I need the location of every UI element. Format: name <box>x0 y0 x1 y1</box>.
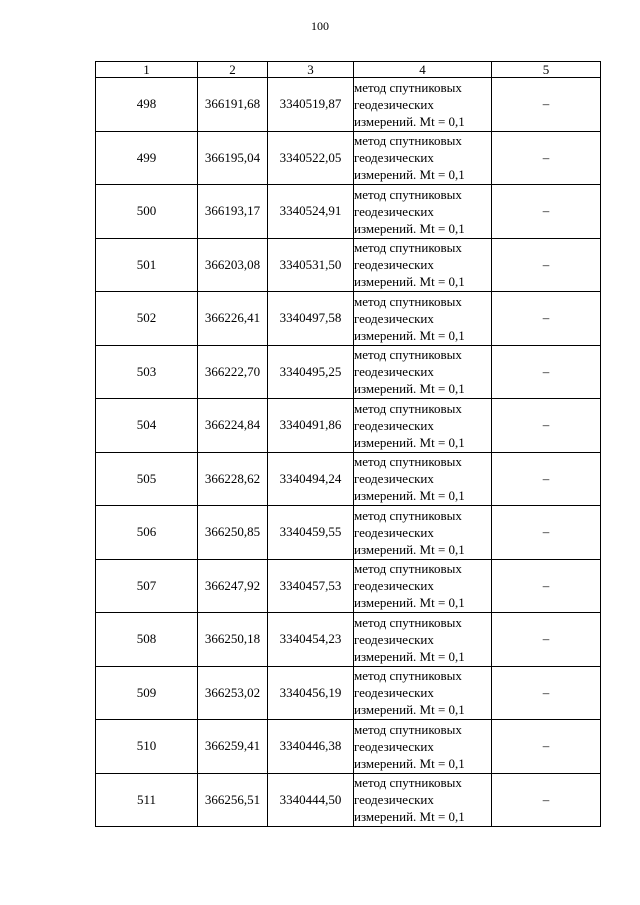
method-cell <box>354 666 492 720</box>
x-coordinate-cell: 366259,41 <box>198 720 268 774</box>
method-cell <box>354 131 492 185</box>
header-col-3: 3 <box>268 62 354 78</box>
note-cell: – <box>492 506 601 560</box>
method-cell <box>354 720 492 774</box>
method-line: измерений. Mt = 0,1 <box>354 648 465 664</box>
method-line: измерений. Mt = 0,1 <box>354 113 465 129</box>
note-cell: – <box>492 345 601 399</box>
header-col-5: 5 <box>492 62 601 78</box>
table-row <box>96 78 601 132</box>
x-coordinate-cell: 366226,41 <box>198 292 268 346</box>
method-line: метод спутниковых <box>354 186 462 202</box>
x-coordinate-cell: 366222,70 <box>198 345 268 399</box>
note-cell: – <box>492 452 601 506</box>
method-line: геодезических <box>354 96 434 112</box>
method-line: геодезических <box>354 792 434 808</box>
header-row <box>96 62 601 78</box>
method-cell <box>354 773 492 827</box>
note-cell: – <box>492 773 601 827</box>
method-line: метод спутниковых <box>354 775 462 791</box>
y-coordinate-cell: 3340519,87 <box>268 78 354 132</box>
method-line: измерений. Mt = 0,1 <box>354 434 465 450</box>
method-line: геодезических <box>354 524 434 540</box>
header-col-4: 4 <box>354 62 492 78</box>
y-coordinate-cell: 3340495,25 <box>268 345 354 399</box>
y-coordinate-cell: 3340457,53 <box>268 559 354 613</box>
method-line: геодезических <box>354 203 434 219</box>
x-coordinate-cell: 366247,92 <box>198 559 268 613</box>
note-cell: – <box>492 559 601 613</box>
method-line: метод спутниковых <box>354 454 462 470</box>
method-line: измерений. Mt = 0,1 <box>354 755 465 771</box>
x-coordinate-cell: 366191,68 <box>198 78 268 132</box>
point-number-cell: 500 <box>96 185 198 239</box>
point-number-cell: 508 <box>96 613 198 667</box>
note-cell: – <box>492 185 601 239</box>
x-coordinate-cell: 366228,62 <box>198 452 268 506</box>
method-line: измерений. Mt = 0,1 <box>354 809 465 825</box>
point-number-cell: 509 <box>96 666 198 720</box>
y-coordinate-cell: 3340522,05 <box>268 131 354 185</box>
method-line: метод спутниковых <box>354 668 462 684</box>
point-number-cell: 503 <box>96 345 198 399</box>
table-row <box>96 773 601 827</box>
point-number-cell: 507 <box>96 559 198 613</box>
method-line: измерений. Mt = 0,1 <box>354 595 465 611</box>
method-line: метод спутниковых <box>354 133 462 149</box>
method-line: геодезических <box>354 471 434 487</box>
method-cell <box>354 452 492 506</box>
method-line: измерений. Mt = 0,1 <box>354 381 465 397</box>
x-coordinate-cell: 366203,08 <box>198 238 268 292</box>
method-cell <box>354 613 492 667</box>
method-line: измерений. Mt = 0,1 <box>354 488 465 504</box>
table-row <box>96 666 601 720</box>
point-number-cell: 511 <box>96 773 198 827</box>
coordinates-table <box>95 61 601 827</box>
y-coordinate-cell: 3340444,50 <box>268 773 354 827</box>
table-row <box>96 613 601 667</box>
table-row <box>96 452 601 506</box>
x-coordinate-cell: 366224,84 <box>198 399 268 453</box>
method-line: измерений. Mt = 0,1 <box>354 702 465 718</box>
page-number: 100 <box>311 19 329 33</box>
note-cell: – <box>492 292 601 346</box>
x-coordinate-cell: 366195,04 <box>198 131 268 185</box>
method-line: геодезических <box>354 417 434 433</box>
method-cell <box>354 345 492 399</box>
method-line: измерений. Mt = 0,1 <box>354 220 465 236</box>
x-coordinate-cell: 366193,17 <box>198 185 268 239</box>
point-number-cell: 505 <box>96 452 198 506</box>
method-line: метод спутниковых <box>354 614 462 630</box>
table-header <box>96 62 601 78</box>
method-line: геодезических <box>354 578 434 594</box>
table-row <box>96 399 601 453</box>
method-cell <box>354 292 492 346</box>
method-line: геодезических <box>354 150 434 166</box>
point-number-cell: 504 <box>96 399 198 453</box>
table-row <box>96 559 601 613</box>
y-coordinate-cell: 3340531,50 <box>268 238 354 292</box>
method-line: метод спутниковых <box>354 561 462 577</box>
point-number-cell: 498 <box>96 78 198 132</box>
method-cell <box>354 559 492 613</box>
method-cell <box>354 238 492 292</box>
y-coordinate-cell: 3340494,24 <box>268 452 354 506</box>
table-row <box>96 292 601 346</box>
y-coordinate-cell: 3340459,55 <box>268 506 354 560</box>
method-line: метод спутниковых <box>354 347 462 363</box>
method-line: измерений. Mt = 0,1 <box>354 327 465 343</box>
table-row <box>96 720 601 774</box>
x-coordinate-cell: 366250,18 <box>198 613 268 667</box>
method-line: метод спутниковых <box>354 400 462 416</box>
table-row <box>96 238 601 292</box>
method-line: геодезических <box>354 257 434 273</box>
method-line: метод спутниковых <box>354 721 462 737</box>
header-col-1: 1 <box>96 62 198 78</box>
method-line: метод спутниковых <box>354 240 462 256</box>
table-body <box>96 78 601 827</box>
y-coordinate-cell: 3340456,19 <box>268 666 354 720</box>
y-coordinate-cell: 3340454,23 <box>268 613 354 667</box>
method-line: геодезических <box>354 685 434 701</box>
note-cell: – <box>492 78 601 132</box>
note-cell: – <box>492 666 601 720</box>
point-number-cell: 499 <box>96 131 198 185</box>
y-coordinate-cell: 3340524,91 <box>268 185 354 239</box>
table-row <box>96 131 601 185</box>
point-number-cell: 506 <box>96 506 198 560</box>
table-row <box>96 506 601 560</box>
note-cell: – <box>492 238 601 292</box>
note-cell: – <box>492 399 601 453</box>
header-col-2: 2 <box>198 62 268 78</box>
method-line: метод спутниковых <box>354 507 462 523</box>
table-row <box>96 185 601 239</box>
method-cell <box>354 506 492 560</box>
method-cell <box>354 78 492 132</box>
method-line: геодезических <box>354 364 434 380</box>
method-line: измерений. Mt = 0,1 <box>354 274 465 290</box>
method-line: метод спутниковых <box>354 79 462 95</box>
x-coordinate-cell: 366250,85 <box>198 506 268 560</box>
method-line: геодезических <box>354 738 434 754</box>
method-cell <box>354 399 492 453</box>
x-coordinate-cell: 366256,51 <box>198 773 268 827</box>
x-coordinate-cell: 366253,02 <box>198 666 268 720</box>
point-number-cell: 510 <box>96 720 198 774</box>
y-coordinate-cell: 3340446,38 <box>268 720 354 774</box>
table-row <box>96 345 601 399</box>
note-cell: – <box>492 131 601 185</box>
note-cell: – <box>492 613 601 667</box>
method-line: метод спутниковых <box>354 293 462 309</box>
method-line: геодезических <box>354 310 434 326</box>
y-coordinate-cell: 3340491,86 <box>268 399 354 453</box>
method-line: измерений. Mt = 0,1 <box>354 541 465 557</box>
point-number-cell: 502 <box>96 292 198 346</box>
y-coordinate-cell: 3340497,58 <box>268 292 354 346</box>
method-line: измерений. Mt = 0,1 <box>354 167 465 183</box>
point-number-cell: 501 <box>96 238 198 292</box>
note-cell: – <box>492 720 601 774</box>
method-cell <box>354 185 492 239</box>
method-line: геодезических <box>354 631 434 647</box>
